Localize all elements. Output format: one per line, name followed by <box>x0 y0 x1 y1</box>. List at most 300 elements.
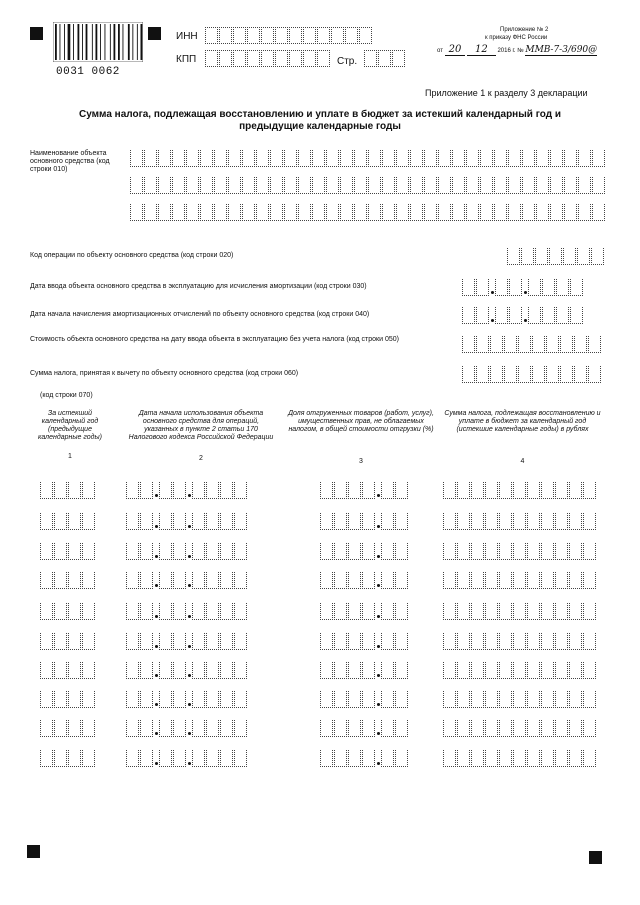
table-cell[interactable] <box>220 633 233 650</box>
tax-deducted-cells[interactable] <box>462 366 602 383</box>
cost-cell[interactable] <box>588 336 601 353</box>
kpp-cells[interactable] <box>205 50 331 67</box>
asset-name-cell[interactable] <box>536 177 549 194</box>
table-cell[interactable] <box>527 750 540 767</box>
inn-cell[interactable] <box>247 27 260 44</box>
table-cell[interactable] <box>471 691 484 708</box>
table-row-7-column-2[interactable] <box>126 662 248 679</box>
asset-name-cell[interactable] <box>578 177 591 194</box>
table-cell[interactable] <box>499 720 512 737</box>
table-cell[interactable] <box>68 720 81 737</box>
table-cell[interactable] <box>159 750 172 767</box>
table-row-6-column-2[interactable] <box>126 633 248 650</box>
table-cell[interactable] <box>334 572 347 589</box>
asset-name-cell[interactable] <box>368 150 381 167</box>
cost-cell[interactable] <box>504 336 517 353</box>
table-cell[interactable] <box>140 750 153 767</box>
asset-name-cell[interactable] <box>592 150 605 167</box>
asset-name-cells-line-3[interactable] <box>130 204 606 221</box>
table-cell[interactable] <box>126 572 139 589</box>
table-cell[interactable] <box>234 482 247 499</box>
table-cell[interactable] <box>471 572 484 589</box>
table-cell[interactable] <box>173 750 186 767</box>
asset-name-cell[interactable] <box>186 150 199 167</box>
table-cell[interactable] <box>362 750 375 767</box>
table-cell[interactable] <box>527 482 540 499</box>
asset-name-cell[interactable] <box>592 177 605 194</box>
table-cell[interactable] <box>555 633 568 650</box>
table-cell[interactable] <box>527 662 540 679</box>
table-cell[interactable] <box>569 750 582 767</box>
asset-name-cell[interactable] <box>354 204 367 221</box>
asset-name-cell[interactable] <box>592 204 605 221</box>
date-cell[interactable] <box>509 307 522 324</box>
table-cell[interactable] <box>320 572 333 589</box>
table-cell[interactable] <box>220 482 233 499</box>
table-cell[interactable] <box>569 603 582 620</box>
table-cell[interactable] <box>513 750 526 767</box>
table-cell[interactable] <box>82 720 95 737</box>
table-row-10-column-1[interactable] <box>40 750 96 767</box>
table-cell[interactable] <box>334 543 347 560</box>
table-row-4-column-4[interactable] <box>443 572 597 589</box>
table-cell[interactable] <box>457 482 470 499</box>
table-cell[interactable] <box>381 572 394 589</box>
cost-cell[interactable] <box>560 336 573 353</box>
table-cell[interactable] <box>192 482 205 499</box>
table-cell[interactable] <box>126 482 139 499</box>
table-cell[interactable] <box>395 662 408 679</box>
asset-name-cell[interactable] <box>200 177 213 194</box>
table-row-5-column-1[interactable] <box>40 603 96 620</box>
asset-name-cell[interactable] <box>228 204 241 221</box>
table-cell[interactable] <box>541 543 554 560</box>
asset-name-cell[interactable] <box>158 177 171 194</box>
table-cell[interactable] <box>443 662 456 679</box>
table-row-2-column-3[interactable] <box>320 513 409 530</box>
table-row-4-column-2[interactable] <box>126 572 248 589</box>
table-cell[interactable] <box>499 662 512 679</box>
kpp-cell[interactable] <box>303 50 316 67</box>
table-cell[interactable] <box>457 572 470 589</box>
asset-name-cell[interactable] <box>466 150 479 167</box>
table-cell[interactable] <box>68 633 81 650</box>
table-cell[interactable] <box>68 750 81 767</box>
asset-name-cell[interactable] <box>536 150 549 167</box>
page-cell[interactable] <box>364 50 377 67</box>
asset-name-cell[interactable] <box>424 177 437 194</box>
table-row-8-column-4[interactable] <box>443 691 597 708</box>
table-cell[interactable] <box>381 513 394 530</box>
table-row-7-column-4[interactable] <box>443 662 597 679</box>
asset-name-cell[interactable] <box>214 150 227 167</box>
asset-name-cell[interactable] <box>494 150 507 167</box>
table-cell[interactable] <box>220 691 233 708</box>
asset-name-cell[interactable] <box>270 177 283 194</box>
table-cell[interactable] <box>362 633 375 650</box>
table-cell[interactable] <box>395 513 408 530</box>
asset-name-cell[interactable] <box>452 150 465 167</box>
table-cell[interactable] <box>395 543 408 560</box>
table-cell[interactable] <box>54 720 67 737</box>
table-cell[interactable] <box>362 482 375 499</box>
table-cell[interactable] <box>173 572 186 589</box>
table-cell[interactable] <box>68 662 81 679</box>
table-cell[interactable] <box>220 513 233 530</box>
tax-cell[interactable] <box>546 366 559 383</box>
table-cell[interactable] <box>381 720 394 737</box>
tax-cell[interactable] <box>462 366 475 383</box>
asset-name-cell[interactable] <box>466 204 479 221</box>
table-cell[interactable] <box>541 750 554 767</box>
table-cell[interactable] <box>348 750 361 767</box>
table-row-3-column-2[interactable] <box>126 543 248 560</box>
asset-name-cell[interactable] <box>438 150 451 167</box>
table-cell[interactable] <box>234 750 247 767</box>
table-cell[interactable] <box>499 750 512 767</box>
table-cell[interactable] <box>173 603 186 620</box>
asset-name-cell[interactable] <box>438 177 451 194</box>
table-cell[interactable] <box>54 633 67 650</box>
table-cell[interactable] <box>40 603 53 620</box>
table-row-2-column-2[interactable] <box>126 513 248 530</box>
table-cell[interactable] <box>220 603 233 620</box>
table-cell[interactable] <box>192 750 205 767</box>
table-cell[interactable] <box>68 482 81 499</box>
table-cell[interactable] <box>140 691 153 708</box>
table-cell[interactable] <box>499 691 512 708</box>
table-cell[interactable] <box>443 691 456 708</box>
table-cell[interactable] <box>140 603 153 620</box>
asset-name-cell[interactable] <box>186 204 199 221</box>
table-cell[interactable] <box>320 750 333 767</box>
cost-cell[interactable] <box>546 336 559 353</box>
table-cell[interactable] <box>381 633 394 650</box>
asset-name-cell[interactable] <box>536 204 549 221</box>
table-cell[interactable] <box>555 662 568 679</box>
table-cell[interactable] <box>513 513 526 530</box>
table-cell[interactable] <box>173 543 186 560</box>
table-cell[interactable] <box>583 513 596 530</box>
table-cell[interactable] <box>513 603 526 620</box>
table-cell[interactable] <box>40 543 53 560</box>
table-cell[interactable] <box>320 662 333 679</box>
table-cell[interactable] <box>173 662 186 679</box>
asset-name-cell[interactable] <box>410 150 423 167</box>
table-cell[interactable] <box>220 572 233 589</box>
operation-code-cell[interactable] <box>591 248 604 265</box>
table-cell[interactable] <box>334 750 347 767</box>
table-cell[interactable] <box>82 482 95 499</box>
table-cell[interactable] <box>443 572 456 589</box>
asset-name-cells-line-1[interactable] <box>130 150 606 167</box>
table-cell[interactable] <box>569 691 582 708</box>
table-cell[interactable] <box>159 633 172 650</box>
asset-name-cells-line-2[interactable] <box>130 177 606 194</box>
table-cell[interactable] <box>54 482 67 499</box>
table-cell[interactable] <box>348 572 361 589</box>
table-cell[interactable] <box>395 572 408 589</box>
table-row-5-column-4[interactable] <box>443 603 597 620</box>
asset-name-cell[interactable] <box>228 150 241 167</box>
table-cell[interactable] <box>159 572 172 589</box>
asset-name-cell[interactable] <box>270 150 283 167</box>
inn-cell[interactable] <box>345 27 358 44</box>
asset-name-cell[interactable] <box>130 150 143 167</box>
table-cell[interactable] <box>395 482 408 499</box>
asset-name-cell[interactable] <box>284 150 297 167</box>
table-cell[interactable] <box>82 513 95 530</box>
table-cell[interactable] <box>569 482 582 499</box>
asset-name-cell[interactable] <box>214 177 227 194</box>
table-cell[interactable] <box>485 691 498 708</box>
asset-name-cell[interactable] <box>494 177 507 194</box>
table-cell[interactable] <box>583 482 596 499</box>
table-cell[interactable] <box>348 691 361 708</box>
table-cell[interactable] <box>541 572 554 589</box>
table-cell[interactable] <box>140 720 153 737</box>
operation-code-cells[interactable] <box>507 248 605 265</box>
table-cell[interactable] <box>395 633 408 650</box>
table-row-1-column-4[interactable] <box>443 482 597 499</box>
table-cell[interactable] <box>485 603 498 620</box>
table-row-2-column-4[interactable] <box>443 513 597 530</box>
inn-cells[interactable] <box>205 27 373 44</box>
table-cell[interactable] <box>513 543 526 560</box>
table-cell[interactable] <box>82 543 95 560</box>
table-cell[interactable] <box>206 662 219 679</box>
table-cell[interactable] <box>457 603 470 620</box>
asset-name-cell[interactable] <box>340 150 353 167</box>
table-row-6-column-3[interactable] <box>320 633 409 650</box>
table-cell[interactable] <box>220 750 233 767</box>
table-cell[interactable] <box>140 662 153 679</box>
table-cell[interactable] <box>334 691 347 708</box>
table-row-1-column-1[interactable] <box>40 482 96 499</box>
page-cell[interactable] <box>378 50 391 67</box>
table-cell[interactable] <box>457 662 470 679</box>
asset-name-cell[interactable] <box>284 204 297 221</box>
inn-cell[interactable] <box>219 27 232 44</box>
inn-cell[interactable] <box>317 27 330 44</box>
table-cell[interactable] <box>583 691 596 708</box>
table-cell[interactable] <box>320 633 333 650</box>
table-row-10-column-4[interactable] <box>443 750 597 767</box>
table-cell[interactable] <box>583 633 596 650</box>
page-cell[interactable] <box>392 50 405 67</box>
asset-name-cell[interactable] <box>200 204 213 221</box>
table-cell[interactable] <box>126 750 139 767</box>
table-row-3-column-3[interactable] <box>320 543 409 560</box>
table-cell[interactable] <box>206 603 219 620</box>
table-cell[interactable] <box>541 482 554 499</box>
table-cell[interactable] <box>173 482 186 499</box>
table-cell[interactable] <box>126 603 139 620</box>
asset-name-cell[interactable] <box>480 204 493 221</box>
table-cell[interactable] <box>192 633 205 650</box>
table-cell[interactable] <box>348 720 361 737</box>
table-cell[interactable] <box>471 603 484 620</box>
table-row-9-column-1[interactable] <box>40 720 96 737</box>
table-cell[interactable] <box>334 513 347 530</box>
table-row-3-column-1[interactable] <box>40 543 96 560</box>
table-cell[interactable] <box>54 691 67 708</box>
table-cell[interactable] <box>485 720 498 737</box>
table-cell[interactable] <box>159 662 172 679</box>
table-cell[interactable] <box>513 720 526 737</box>
table-cell[interactable] <box>485 750 498 767</box>
kpp-cell[interactable] <box>233 50 246 67</box>
asset-name-cell[interactable] <box>564 177 577 194</box>
table-cell[interactable] <box>381 543 394 560</box>
asset-name-cell[interactable] <box>508 177 521 194</box>
table-cell[interactable] <box>234 633 247 650</box>
table-cell[interactable] <box>513 691 526 708</box>
operation-code-cell[interactable] <box>535 248 548 265</box>
table-cell[interactable] <box>569 543 582 560</box>
table-cell[interactable] <box>40 750 53 767</box>
table-cell[interactable] <box>395 720 408 737</box>
table-cell[interactable] <box>68 603 81 620</box>
asset-name-cell[interactable] <box>424 204 437 221</box>
table-cell[interactable] <box>206 633 219 650</box>
asset-name-cell[interactable] <box>578 150 591 167</box>
table-cell[interactable] <box>513 482 526 499</box>
asset-name-cell[interactable] <box>242 204 255 221</box>
table-cell[interactable] <box>140 482 153 499</box>
date-cell[interactable] <box>556 279 569 296</box>
tax-cell[interactable] <box>574 366 587 383</box>
table-cell[interactable] <box>362 720 375 737</box>
table-cell[interactable] <box>362 572 375 589</box>
table-cell[interactable] <box>362 543 375 560</box>
asset-name-cell[interactable] <box>494 204 507 221</box>
table-cell[interactable] <box>527 543 540 560</box>
table-cell[interactable] <box>499 513 512 530</box>
table-cell[interactable] <box>348 543 361 560</box>
table-cell[interactable] <box>206 720 219 737</box>
date-cell[interactable] <box>495 279 508 296</box>
kpp-cell[interactable] <box>275 50 288 67</box>
table-cell[interactable] <box>362 691 375 708</box>
table-cell[interactable] <box>443 482 456 499</box>
table-cell[interactable] <box>173 691 186 708</box>
table-cell[interactable] <box>234 513 247 530</box>
operation-code-cell[interactable] <box>563 248 576 265</box>
date-cell[interactable] <box>476 279 489 296</box>
table-cell[interactable] <box>68 543 81 560</box>
table-cell[interactable] <box>485 513 498 530</box>
kpp-cell[interactable] <box>205 50 218 67</box>
asset-name-cell[interactable] <box>522 204 535 221</box>
asset-name-cell[interactable] <box>382 177 395 194</box>
table-cell[interactable] <box>234 662 247 679</box>
table-cell[interactable] <box>206 750 219 767</box>
table-cell[interactable] <box>68 572 81 589</box>
operation-code-cell[interactable] <box>549 248 562 265</box>
table-cell[interactable] <box>395 691 408 708</box>
asset-name-cell[interactable] <box>130 177 143 194</box>
table-cell[interactable] <box>362 513 375 530</box>
table-cell[interactable] <box>140 513 153 530</box>
tax-cell[interactable] <box>504 366 517 383</box>
table-row-8-column-2[interactable] <box>126 691 248 708</box>
table-cell[interactable] <box>192 513 205 530</box>
asset-name-cell[interactable] <box>508 204 521 221</box>
table-cell[interactable] <box>234 720 247 737</box>
asset-name-cell[interactable] <box>396 150 409 167</box>
asset-name-cell[interactable] <box>550 204 563 221</box>
cost-cell[interactable] <box>476 336 489 353</box>
table-row-5-column-2[interactable] <box>126 603 248 620</box>
table-cell[interactable] <box>443 543 456 560</box>
kpp-cell[interactable] <box>261 50 274 67</box>
table-cell[interactable] <box>395 750 408 767</box>
table-row-5-column-3[interactable] <box>320 603 409 620</box>
table-cell[interactable] <box>471 750 484 767</box>
table-cell[interactable] <box>555 572 568 589</box>
asset-name-cell[interactable] <box>410 177 423 194</box>
table-cell[interactable] <box>320 513 333 530</box>
inn-cell[interactable] <box>205 27 218 44</box>
table-cell[interactable] <box>334 720 347 737</box>
asset-name-cell[interactable] <box>298 150 311 167</box>
asset-name-cell[interactable] <box>480 150 493 167</box>
asset-name-cell[interactable] <box>144 204 157 221</box>
asset-name-cell[interactable] <box>284 177 297 194</box>
cost-cell[interactable] <box>518 336 531 353</box>
date-cell[interactable] <box>570 279 583 296</box>
table-cell[interactable] <box>40 662 53 679</box>
asset-name-cell[interactable] <box>564 150 577 167</box>
tax-cell[interactable] <box>560 366 573 383</box>
asset-name-cell[interactable] <box>228 177 241 194</box>
inn-cell[interactable] <box>289 27 302 44</box>
table-cell[interactable] <box>192 662 205 679</box>
table-cell[interactable] <box>126 662 139 679</box>
date-cell[interactable] <box>476 307 489 324</box>
table-cell[interactable] <box>362 603 375 620</box>
asset-name-cell[interactable] <box>312 204 325 221</box>
table-cell[interactable] <box>220 720 233 737</box>
kpp-cell[interactable] <box>317 50 330 67</box>
table-cell[interactable] <box>499 482 512 499</box>
table-cell[interactable] <box>541 603 554 620</box>
table-cell[interactable] <box>583 662 596 679</box>
table-cell[interactable] <box>40 691 53 708</box>
asset-name-cell[interactable] <box>424 150 437 167</box>
table-cell[interactable] <box>82 691 95 708</box>
cost-cell[interactable] <box>532 336 545 353</box>
date-cell[interactable] <box>556 307 569 324</box>
asset-name-cell[interactable] <box>550 150 563 167</box>
asset-name-cell[interactable] <box>172 204 185 221</box>
table-cell[interactable] <box>126 691 139 708</box>
table-cell[interactable] <box>320 543 333 560</box>
table-cell[interactable] <box>457 691 470 708</box>
table-cell[interactable] <box>320 482 333 499</box>
table-cell[interactable] <box>320 691 333 708</box>
table-cell[interactable] <box>555 603 568 620</box>
date-cell[interactable] <box>495 307 508 324</box>
asset-name-cell[interactable] <box>312 177 325 194</box>
table-cell[interactable] <box>471 482 484 499</box>
asset-name-cell[interactable] <box>508 150 521 167</box>
table-cell[interactable] <box>457 543 470 560</box>
table-cell[interactable] <box>457 750 470 767</box>
table-cell[interactable] <box>82 633 95 650</box>
table-cell[interactable] <box>40 720 53 737</box>
